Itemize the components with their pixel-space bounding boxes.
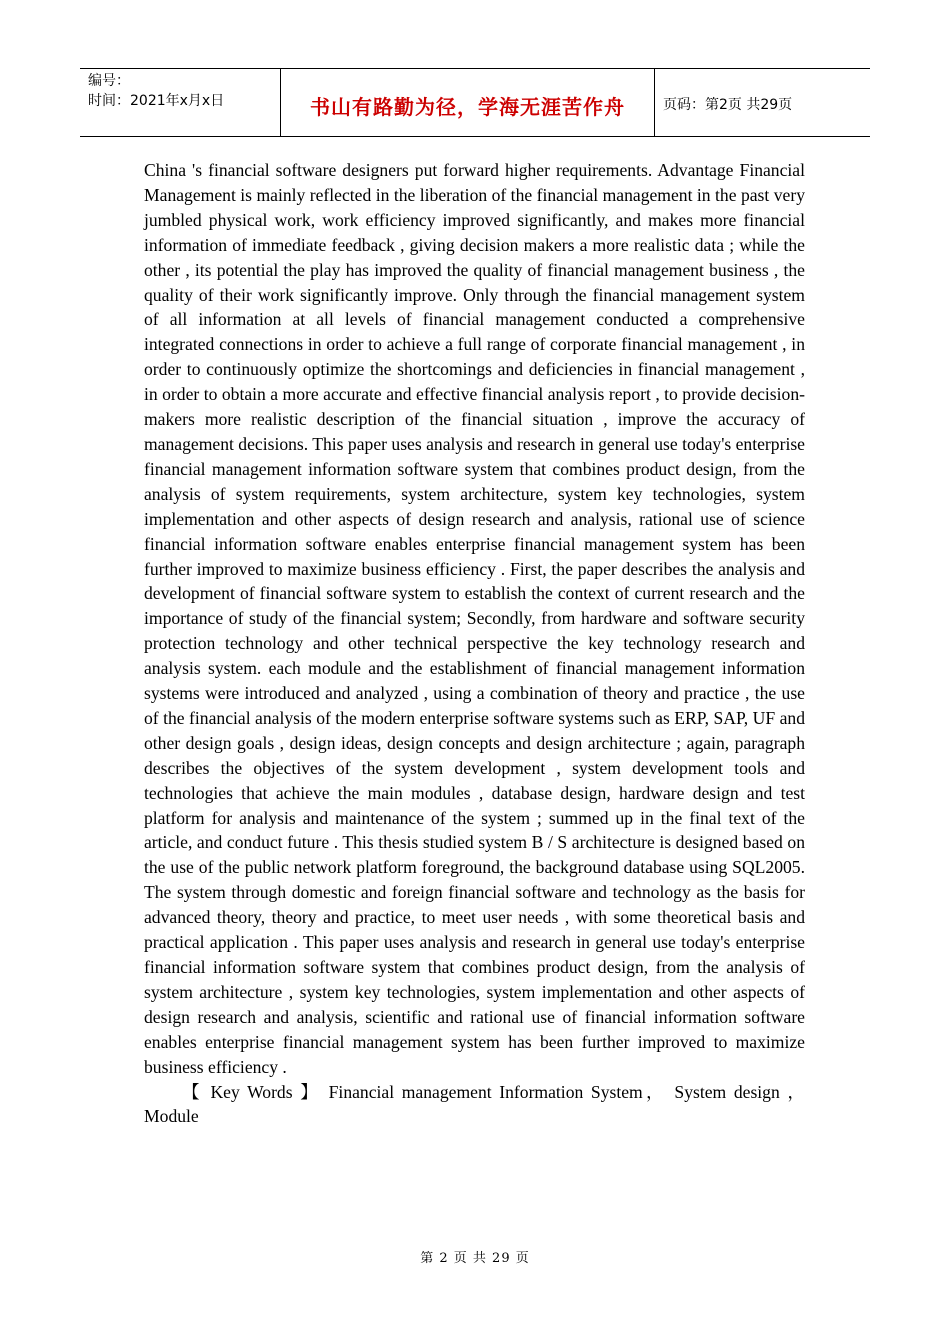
header-page-cell <box>655 69 870 136</box>
page-footer: 第 2 页 共 29 页 <box>420 1251 530 1266</box>
header-meta-cell <box>80 69 281 136</box>
header-motto: 书山有路勤为径，学海无涯苦作舟 <box>310 95 625 119</box>
document-number-label: 编号： <box>88 73 130 89</box>
header-motto-cell <box>281 69 655 136</box>
header-page-info: 页码：第2页 共29页 <box>663 97 793 113</box>
abstract-paragraph: China 's financial software designers put forward higher requirements. Advantage Financial Management is mainly reflected in the liberation of the financial management in the past very jumbled physical work, work efficiency improved significantly, and makes more financial information of immediate feedback , giving decision makers a more realistic data ; while the other , its potential the play has improved the quality of financial management business , the quality of their work significantly improve. Only through the financial management system of all information at all levels of financial management conducted a comprehensive integrated connections in order to achieve a full range of corporate financial management , in order to continuously optimize the shortcomings and deficiencies in financial management , in order to obtain a more accurate and effective financial analysis report , to provide decision-makers more realistic description of the financial situation , improve the accuracy of management decisions. This paper uses analysis and research in general use today's enterprise financial management information software system that combines product design, from the analysis of system requirements, system architecture, system key technologies, system implementation and other aspects of design research and analysis, rational use of science financial information software enables enterprise financial management system has been further improved to maximize business efficiency . First, the paper describes the analysis and development of financial software system to establish the context of current research and the importance of study of the financial system; Secondly, from hardware and software security protection technology and other technical perspective the key technology research and analysis system. each module and the establishment of financial management information systems were introduced and analyzed , using a combination of theory and practice , the use of the financial analysis of the modern enterprise software systems such as ERP, SAP, UF and other design goals , design ideas, design concepts and design architecture ; again, paragraph describes the objectives of the system development , system development tools and technologies that achieve the main modules , database design, hardware design and test platform for analysis and maintenance of the system ; summed up in the final text of the article, and conduct future . This thesis studied system B / S architecture is designed based on the use of the public network platform foreground, the background database using SQL2005. The system through domestic and foreign financial software and technology as the basis for advanced theory, theory and practice, to meet user needs , with some theoretical basis and practical application . This paper uses analysis and research in general use today's enterprise financial information software system that combines product design, from the analysis of system architecture , system key technologies, system implementation and other aspects of design research and analysis, scientific and rational use of financial information software enables enterprise financial management system has been further improved to maximize business efficiency . <box>144 160 805 1077</box>
document-body <box>144 158 805 1129</box>
document-time-label: 时间：2021年x月x日 <box>88 93 225 109</box>
keywords-line: 【 Key Words 】 Financial management Information System， System design ，Module <box>144 1081 805 1127</box>
page-header <box>80 68 870 137</box>
